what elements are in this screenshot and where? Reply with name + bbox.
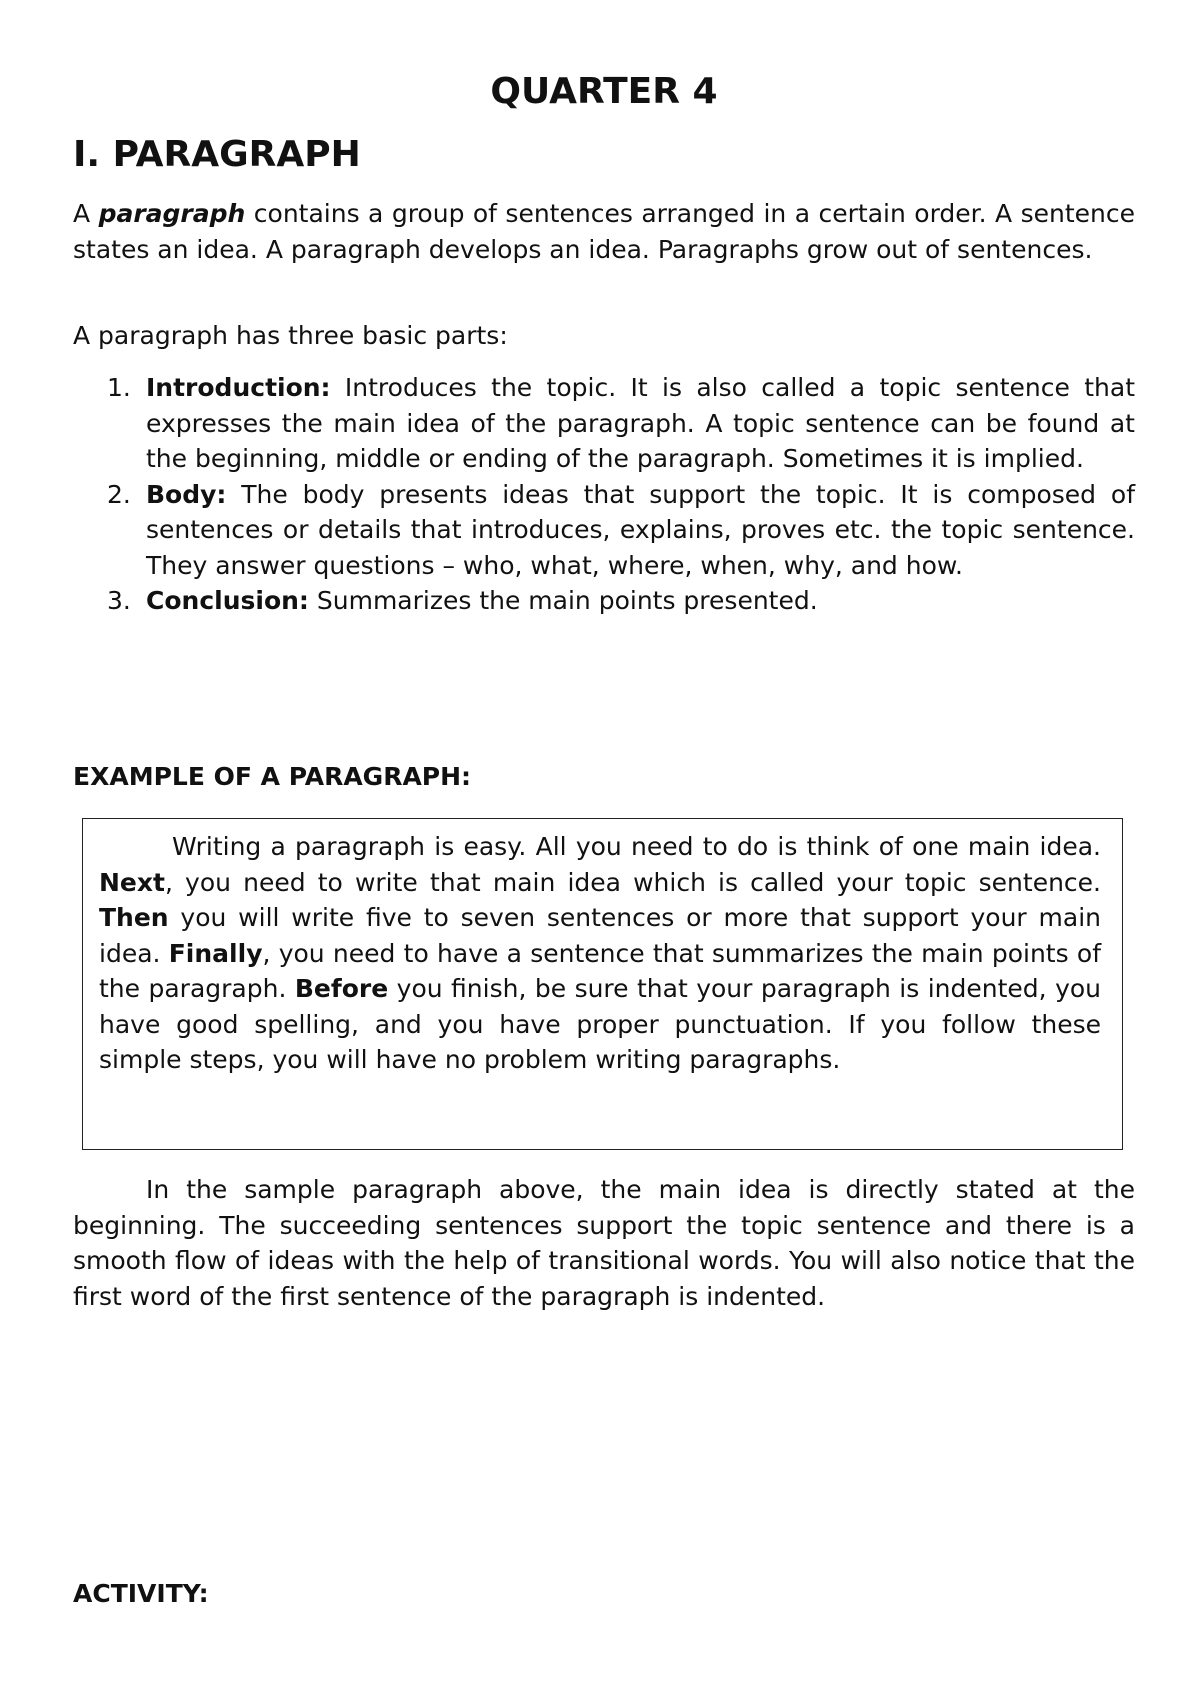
section-heading: I. PARAGRAPH xyxy=(73,134,361,175)
intro-paragraph xyxy=(73,196,1135,267)
example-segment: Writing a paragraph is easy. All you need to do is think of one main idea. xyxy=(172,832,1101,861)
example-box xyxy=(82,818,1123,1150)
list-item-text: The body presents ideas that support the topic. It is composed of sentences or details that introduces, explains, proves etc. the topic sentence. They answer questions – who, what, where, when, why, and how. xyxy=(146,479,1135,580)
example-segment: you will write five to seven sentences or more that support your main idea. xyxy=(99,903,1101,968)
example-paragraph xyxy=(99,829,1101,1078)
list-item-text: Introduces the topic. It is also called a topic sentence that expresses the main idea of the paragraph. A topic sentence can be found at the beginning, middle or ending of the paragraph. Sometimes it is implied. xyxy=(146,373,1135,473)
list-item-label: Body: xyxy=(146,479,227,509)
example-segment: , you need to have a sentence that summarizes the main points of the paragraph. xyxy=(99,938,1101,1003)
list-item-label: Conclusion: xyxy=(146,586,309,615)
list-item-number: 3. xyxy=(107,586,131,615)
list-item xyxy=(73,583,1135,619)
list-item-label: Introduction: xyxy=(146,373,331,402)
list-item-text: Summarizes the main points presented. xyxy=(308,586,818,615)
example-keyword: Before xyxy=(294,974,389,1003)
activity-heading: ACTIVITY: xyxy=(73,1579,209,1608)
intro-text: contains a group of sentences arranged in a certain order. A sentence states an idea. A paragraph develops an idea. Paragraphs grow out of sentences. xyxy=(73,199,1135,264)
list-item xyxy=(73,370,1135,477)
list-item-number: 2. xyxy=(107,479,131,509)
example-keyword: Then xyxy=(99,903,169,932)
parts-lead: A paragraph has three basic parts: xyxy=(73,321,508,350)
parts-list xyxy=(73,370,1135,619)
list-item-number: 1. xyxy=(107,373,131,402)
list-item xyxy=(73,477,1135,584)
example-keyword: Next xyxy=(99,867,165,897)
example-segment: you finish, be sure that your paragraph is indented, you have good spelling, and you have proper punctuation. If you follow these simple steps, you will have no problem writing paragraphs. xyxy=(99,974,1101,1074)
intro-lead: A xyxy=(73,199,99,228)
quarter-title: QUARTER 4 xyxy=(490,71,718,112)
intro-term: paragraph xyxy=(98,199,246,228)
example-keyword: Finally xyxy=(168,938,263,968)
example-segment: , you need to write that main idea which is called your topic sentence. xyxy=(164,867,1101,897)
after-example-paragraph: In the sample paragraph above, the main idea is directly stated at the beginning. The succeeding sentences support the topic sentence and there is a smooth flow of ideas with the help of transitional words. You will also notice that the first word of the first sentence of the paragraph is indented. xyxy=(73,1175,1135,1311)
example-heading: EXAMPLE OF A PARAGRAPH: xyxy=(73,762,472,791)
